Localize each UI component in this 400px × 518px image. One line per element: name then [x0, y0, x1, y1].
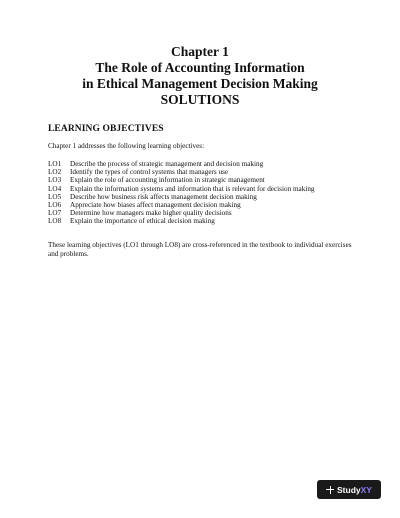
chapter-title — [0, 44, 400, 108]
chapter-subtitle: SOLUTIONS — [160, 92, 240, 107]
chapter-title-line: The Role of Accounting Information — [95, 60, 305, 75]
plus-icon — [326, 486, 334, 494]
list-item — [48, 176, 315, 184]
objective-text: Explain the role of accounting information in strategic management — [70, 176, 265, 185]
brand-name-xy: XY — [360, 484, 372, 495]
list-item — [48, 209, 315, 217]
objective-code: LO8 — [48, 217, 62, 226]
chapter-title-line: in Ethical Management Decision Making — [82, 76, 318, 91]
learning-objectives-list — [48, 160, 315, 226]
list-item — [48, 160, 315, 168]
objective-text: Describe how business risk affects management decision making — [70, 192, 257, 201]
brand-name-study: Study — [337, 484, 361, 495]
list-item — [48, 217, 315, 225]
list-item — [48, 185, 315, 193]
objective-code: LO4 — [48, 184, 62, 193]
objective-text: Describe the process of strategic management and decision making — [70, 160, 264, 168]
objective-text: Appreciate how biases affect management decision making — [70, 201, 241, 210]
section-heading: LEARNING OBJECTIVES — [48, 124, 164, 134]
objective-text: Determine how managers make higher quality decisions — [70, 209, 232, 218]
objective-code: LO5 — [48, 192, 62, 201]
list-item — [48, 201, 315, 209]
objective-code: LO3 — [48, 176, 62, 185]
studyxy-badge[interactable] — [317, 480, 381, 499]
objective-text: Identify the types of control systems that managers use — [70, 168, 229, 177]
objective-code: LO1 — [48, 160, 62, 168]
list-item — [48, 168, 315, 176]
objective-text: Explain the information systems and information that is relevant for decision making — [70, 184, 315, 193]
intro-text: Chapter 1 addresses the following learning objectives: — [48, 142, 205, 150]
list-item — [48, 193, 315, 201]
chapter-number: Chapter 1 — [171, 44, 229, 59]
objective-code: LO2 — [48, 168, 62, 177]
objective-code: LO6 — [48, 201, 62, 210]
cross-reference-note: These learning objectives (LO1 through LO8) are cross-referenced in the textbook to individual exercises and problems. — [48, 241, 352, 258]
objective-text: Explain the importance of ethical decision making — [70, 217, 215, 226]
brand-name — [337, 485, 372, 495]
objective-code: LO7 — [48, 209, 62, 218]
